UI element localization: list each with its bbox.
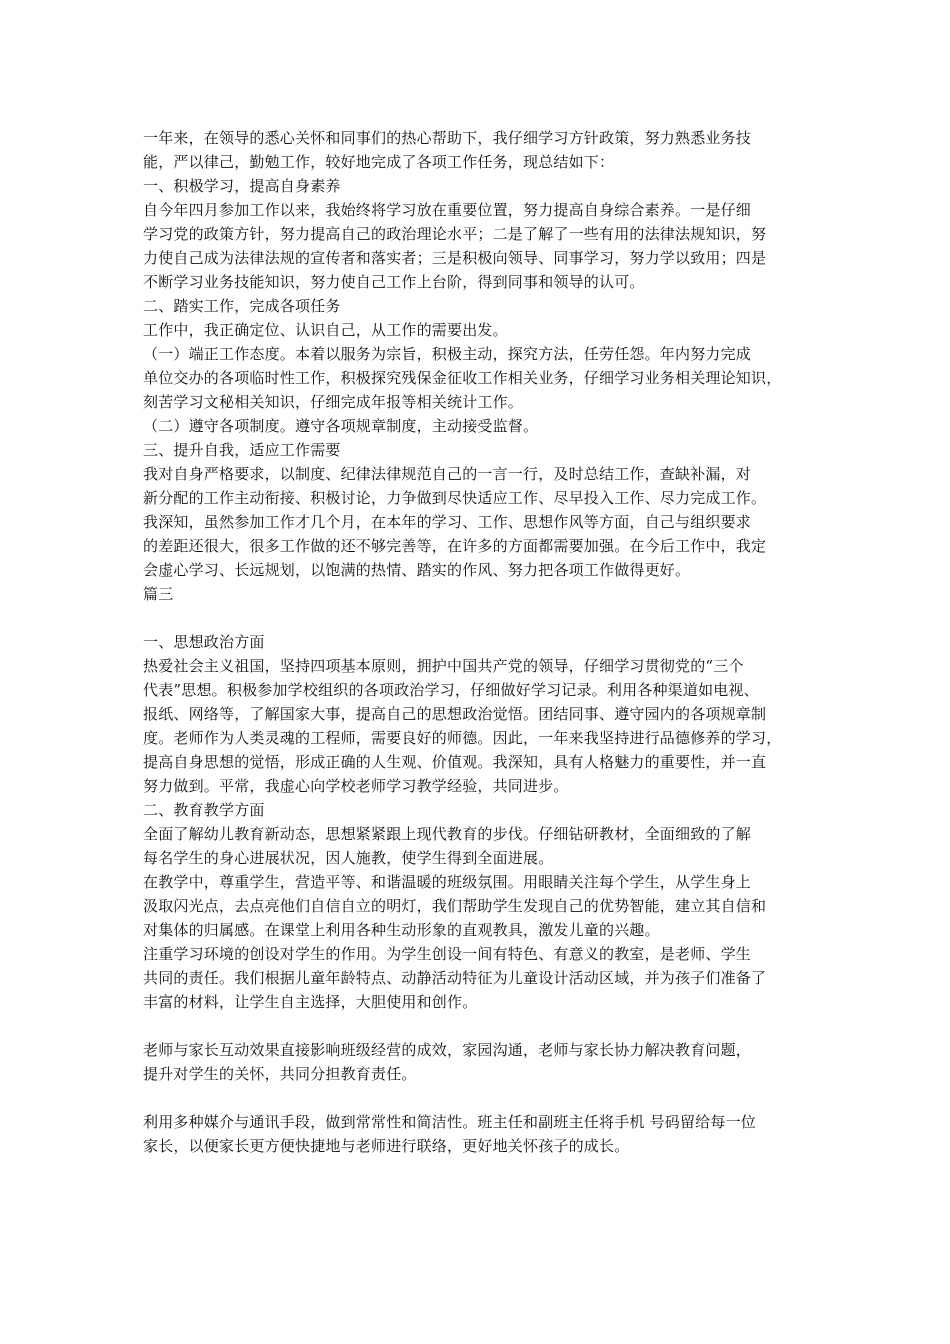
text-line: 热爱社会主义祖国，坚持四项基本原则，拥护中国共产党的领导，仔细学习贯彻党的“三个 [143,657,744,675]
text-line: 利用多种媒介与通讯手段，做到常常性和简洁性。班主任和副班主任将手机 号码留给每一位 [143,1113,756,1131]
text-line: 每名学生的身心进展状况，因人施教，使学生得到全面进展。 [143,849,554,867]
text-line: 不断学习业务技能知识，努力使自己工作上台阶，得到同事和领导的认可。 [143,273,645,291]
text-line: （二）遵守各项制度。遵守各项规章制度，主动接受监督。 [143,417,539,435]
text-line: 二、踏实工作，完成各项任务 [143,297,341,315]
text-line: 单位交办的各项临时性工作，积极探究残保金征收工作相关业务，仔细学习业务相关理论知识， [143,369,782,387]
blank-line [143,606,803,630]
text-line: 我对自身严格要求，以制度、纪律法律规范自己的一言一行，及时总结工作，查缺补漏，对 [143,465,752,483]
text-line: 提高自身思想的觉悟，形成正确的人生观、价值观。我深知，具有人格魅力的重要性，并一直 [143,753,767,771]
text-line: 刻苦学习文秘相关知识，仔细完成年报等相关统计工作。 [143,393,524,411]
text-line: 在教学中，尊重学生，营造平等、和谐温暖的班级氛围。用眼睛关注每个学生，从学生身上 [143,873,752,891]
text-line: 新分配的工作主动衔接、积极讨论，力争做到尽快适应工作、尽早投入工作、尽力完成工作。 [143,489,767,507]
text-line: 代表”思想。积极参加学校组织的各项政治学习，仔细做好学习记录。利用各种渠道如电视、 [143,681,759,699]
text-line: （一）端正工作态度。本着以服务为宗旨，积极主动，探究方法，任劳任怨。年内努力完成 [143,345,752,363]
blank-line [143,1086,803,1110]
text-line: 的差距还很大，很多工作做的还不够完善等，在许多的方面都需要加强。在今后工作中，我定 [143,537,767,555]
text-line: 会虚心学习、长远规划，以饱满的热情、踏实的作风、努力把各项工作做得更好。 [143,561,691,579]
text-line: 学习党的政策方针，努力提高自己的政治理论水平；二是了解了一些有用的法律法规知识，努 [143,225,767,243]
text-line: 力使自己成为法律法规的宣传者和落实者；三是积极向领导、同事学习，努力学以致用；四是 [143,249,767,267]
text-line: 老师与家长互动效果直接影响班级经营的成效，家园沟通，老师与家长协力解决教育问题， [143,1041,752,1059]
text-line: 全面了解幼儿教育新动态，思想紧紧跟上现代教育的步伐。仔细钻研教材，全面细致的了解 [143,825,752,843]
text-line: 能，严以律己，勤勉工作，较好地完成了各项工作任务，现总结如下： [143,153,615,171]
text-line: 工作中，我正确定位、认识自己，从工作的需要出发。 [143,321,508,339]
text-line: 自今年四月参加工作以来，我始终将学习放在重要位置，努力提高自身综合素养。一是仔细 [143,201,752,219]
text-line: 对集体的归属感。在课堂上利用各种生动形象的直观教具，激发儿童的兴趣。 [143,921,660,939]
text-line: 注重学习环境的创设对学生的作用。为学生创设一间有特色、有意义的教室，是老师、学生 [143,945,752,963]
text-line: 度。老师作为人类灵魂的工程师，需要良好的师德。因此，一年来我坚持进行品德修养的学习， [143,729,782,747]
text-line: 努力做到。平常，我虚心向学校老师学习教学经验，共同进步。 [143,777,569,795]
blank-line [143,1014,803,1038]
document-body [143,126,803,1158]
text-line: 共同的责任。我们根据儿童年龄特点、动静活动特征为儿童设计活动区域，并为孩子们准备了 [143,969,767,987]
text-line: 二、教育教学方面 [143,801,265,819]
text-line: 一、积极学习，提高自身素养 [143,177,341,195]
text-line: 提升对学生的关怀，共同分担教育责任。 [143,1065,417,1083]
text-line: 三、提升自我，适应工作需要 [143,441,341,459]
text-line: 一、思想政治方面 [143,633,265,651]
text-line: 一年来，在领导的悉心关怀和同事们的热心帮助下，我仔细学习方针政策，努力熟悉业务技 [143,129,752,147]
text-line: 丰富的材料，让学生自主选择，大胆使用和创作。 [143,993,478,1011]
text-line: 报纸、网络等，了解国家大事，提高自己的思想政治觉悟。团结同事、遵守园内的各项规章制 [143,705,767,723]
text-line: 篇三 [143,585,174,603]
text-line: 我深知，虽然参加工作才几个月，在本年的学习、工作、思想作风等方面，自己与组织要求 [143,513,752,531]
text-line: 汲取闪光点，去点亮他们自信自立的明灯，我们帮助学生发现自己的优势智能，建立其自信和 [143,897,767,915]
text-line: 家长，以便家长更方便快捷地与老师进行联络，更好地关怀孩子的成长。 [143,1137,630,1155]
